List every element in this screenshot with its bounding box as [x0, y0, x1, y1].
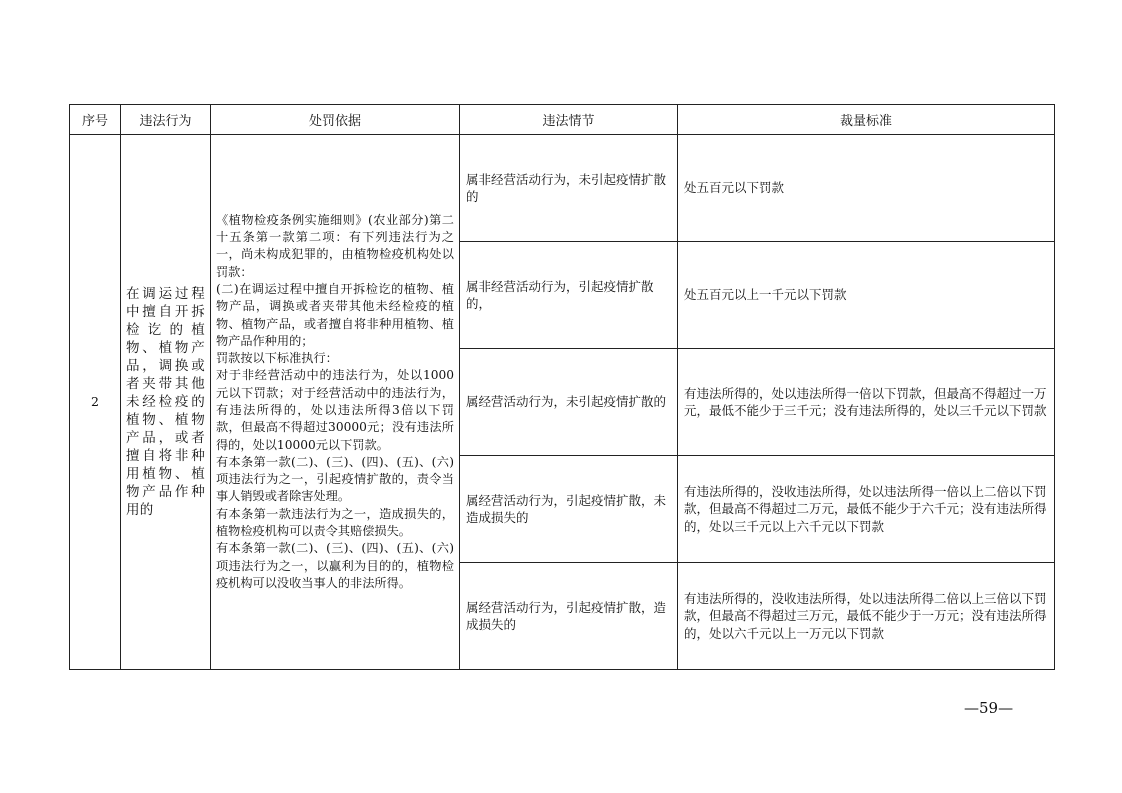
header-number: 序号	[70, 105, 121, 135]
situation-cell: 属经营活动行为，引起疫情扩散，造成损失的	[460, 563, 678, 670]
basis-paragraph: 对于非经营活动中的违法行为，处以1000元以下罚款；对于经营活动中的违法行为，有违法所得的，处以违法所得3倍以下罚款，但最高不得超过30000元；没有违法所得的，处以10000元以下罚款。	[216, 368, 454, 452]
page-number: —59—	[964, 699, 1014, 717]
situation-cell: 属非经营活动行为，引起疫情扩散的，	[460, 242, 678, 349]
basis-paragraph: 《植物检疫条例实施细则》(农业部分)第二十五条第一款第二项：有下列违法行为之一，尚未构成犯罪的，由植物检疫机构处以罚款：	[216, 212, 454, 279]
basis-paragraph: 有本条第一款(二)、(三)、(四)、(五)、(六)项违法行为之一，以赢利为目的的，植物检疫机构可以没收当事人的非法所得。	[216, 541, 454, 590]
penalty-table	[69, 104, 1055, 670]
situation-cell: 属经营活动行为，未引起疫情扩散的	[460, 349, 678, 456]
basis-paragraph: 有本条第一款(二)、(三)、(四)、(五)、(六)项违法行为之一，引起疫情扩散的，责令当事人销毁或者除害处理。	[216, 454, 454, 504]
situation-cell: 属经营活动行为，引起疫情扩散，未造成损失的	[460, 456, 678, 563]
basis-paragraph: 有本条第一款违法行为之一，造成损失的，植物检疫机构可以责令其赔偿损失。	[216, 506, 454, 539]
basis-paragraph: (二)在调运过程中擅自开拆检讫的植物、植物产品，调换或者夹带其他未经检疫的植物、植物产品，或者擅自将非种用植物、植物产品作种用的；	[216, 281, 454, 348]
table-header-row	[70, 105, 1055, 135]
situation-cell: 属非经营活动行为，未引起疫情扩散的	[460, 135, 678, 242]
table-row	[70, 135, 1055, 242]
basis-paragraph: 罚款按以下标准执行：	[216, 351, 338, 366]
header-basis: 处罚依据	[211, 105, 460, 135]
row-number: 2	[70, 135, 121, 670]
standard-cell: 处五百元以下罚款	[678, 135, 1055, 242]
violation-text: 在调运过程中擅自开拆检讫的植物、植物产品，调换或者夹带其他未经检疫的植物、植物产品，或者擅自将非种用植物、植物产品作种用的	[121, 135, 211, 670]
penalty-basis	[211, 135, 460, 670]
standard-cell: 有违法所得的，处以违法所得一倍以下罚款，但最高不得超过一万元，最低不能少于三千元；没有违法所得的，处以三千元以下罚款	[678, 349, 1055, 456]
standard-cell: 处五百元以上一千元以下罚款	[678, 242, 1055, 349]
header-situation: 违法情节	[460, 105, 678, 135]
header-violation: 违法行为	[121, 105, 211, 135]
standard-cell: 有违法所得的，没收违法所得，处以违法所得一倍以上二倍以下罚款，但最高不得超过二万元，最低不能少于六千元；没有违法所得的，处以三千元以上六千元以下罚款	[678, 456, 1055, 563]
standard-cell: 有违法所得的，没收违法所得，处以违法所得二倍以上三倍以下罚款，但最高不得超过三万元，最低不能少于一万元；没有违法所得的，处以六千元以上一万元以下罚款	[678, 563, 1055, 670]
header-standard: 裁量标准	[678, 105, 1055, 135]
